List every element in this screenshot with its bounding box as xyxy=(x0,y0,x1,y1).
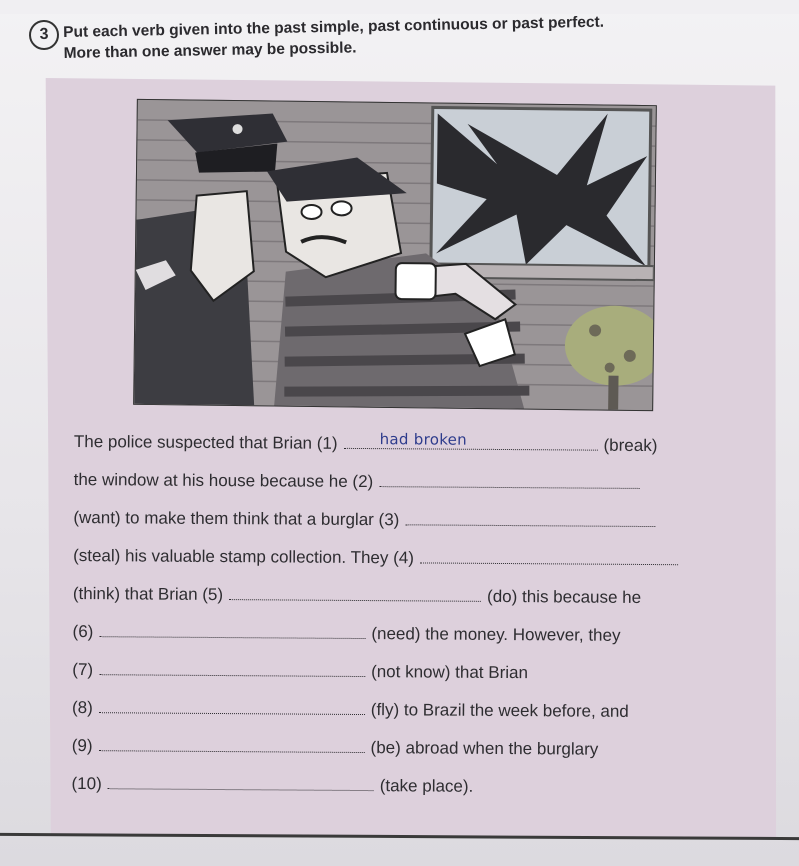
exercise-line-1 xyxy=(74,430,658,460)
exercise-number-badge: 3 xyxy=(28,19,59,50)
illustration-svg xyxy=(134,100,656,410)
exercise-line-8 xyxy=(72,696,629,726)
blank-2[interactable] xyxy=(379,470,639,489)
blank-1[interactable] xyxy=(344,432,598,451)
answer-1-handwritten: had broken xyxy=(379,430,468,449)
blank-9[interactable] xyxy=(99,734,365,753)
line-7-verb: (not know) that Brian xyxy=(371,662,529,683)
illustration xyxy=(133,99,657,411)
line-6-verb: (need) the money. However, they xyxy=(371,624,621,645)
broken-window xyxy=(426,107,656,280)
exercise-line-2 xyxy=(74,468,646,498)
line-8-number: (8) xyxy=(71,697,93,718)
instruction-line-1: Put each verb given into the past simple, past continuous or past perfect. xyxy=(63,13,605,41)
line-8-verb: (fly) to Brazil the week before, and xyxy=(370,700,629,721)
exercise-line-5 xyxy=(73,582,641,612)
exercise-line-7 xyxy=(72,658,528,687)
line-4-text: (steal) his valuable stamp collection. They (4) xyxy=(73,545,414,568)
line-7-number: (7) xyxy=(72,659,94,680)
blank-3[interactable] xyxy=(405,508,655,527)
blank-6[interactable] xyxy=(99,620,365,639)
line-9-number: (9) xyxy=(71,735,93,756)
line-9-verb: (be) abroad when the burglary xyxy=(370,738,599,759)
line-5-text: (think) that Brian (5) xyxy=(72,583,224,605)
line-3-text: (want) to make them think that a burglar (3) xyxy=(73,507,400,530)
instruction-line-2: More than one answer may be possible. xyxy=(63,39,357,62)
blank-4[interactable] xyxy=(420,546,678,565)
line-10-number: (10) xyxy=(71,773,102,794)
blank-8[interactable] xyxy=(99,696,365,715)
exercise-line-3 xyxy=(73,506,661,536)
line-2-text: the window at his house because he (2) xyxy=(73,469,374,492)
line-1-text: The police suspected that Brian (1) xyxy=(73,431,338,453)
exercise-line-9 xyxy=(72,734,599,764)
blank-5[interactable] xyxy=(229,583,481,602)
line-6-number: (6) xyxy=(72,621,94,642)
line-5-verb: (do) this because he xyxy=(487,586,642,607)
blank-10[interactable] xyxy=(108,772,374,791)
exercise-line-6 xyxy=(72,620,620,650)
line-10-verb: (take place). xyxy=(379,776,474,796)
line-1-verb: (break) xyxy=(603,435,658,456)
exercise-line-4 xyxy=(73,544,684,574)
blank-7[interactable] xyxy=(99,658,365,677)
exercise-line-10 xyxy=(71,772,473,801)
